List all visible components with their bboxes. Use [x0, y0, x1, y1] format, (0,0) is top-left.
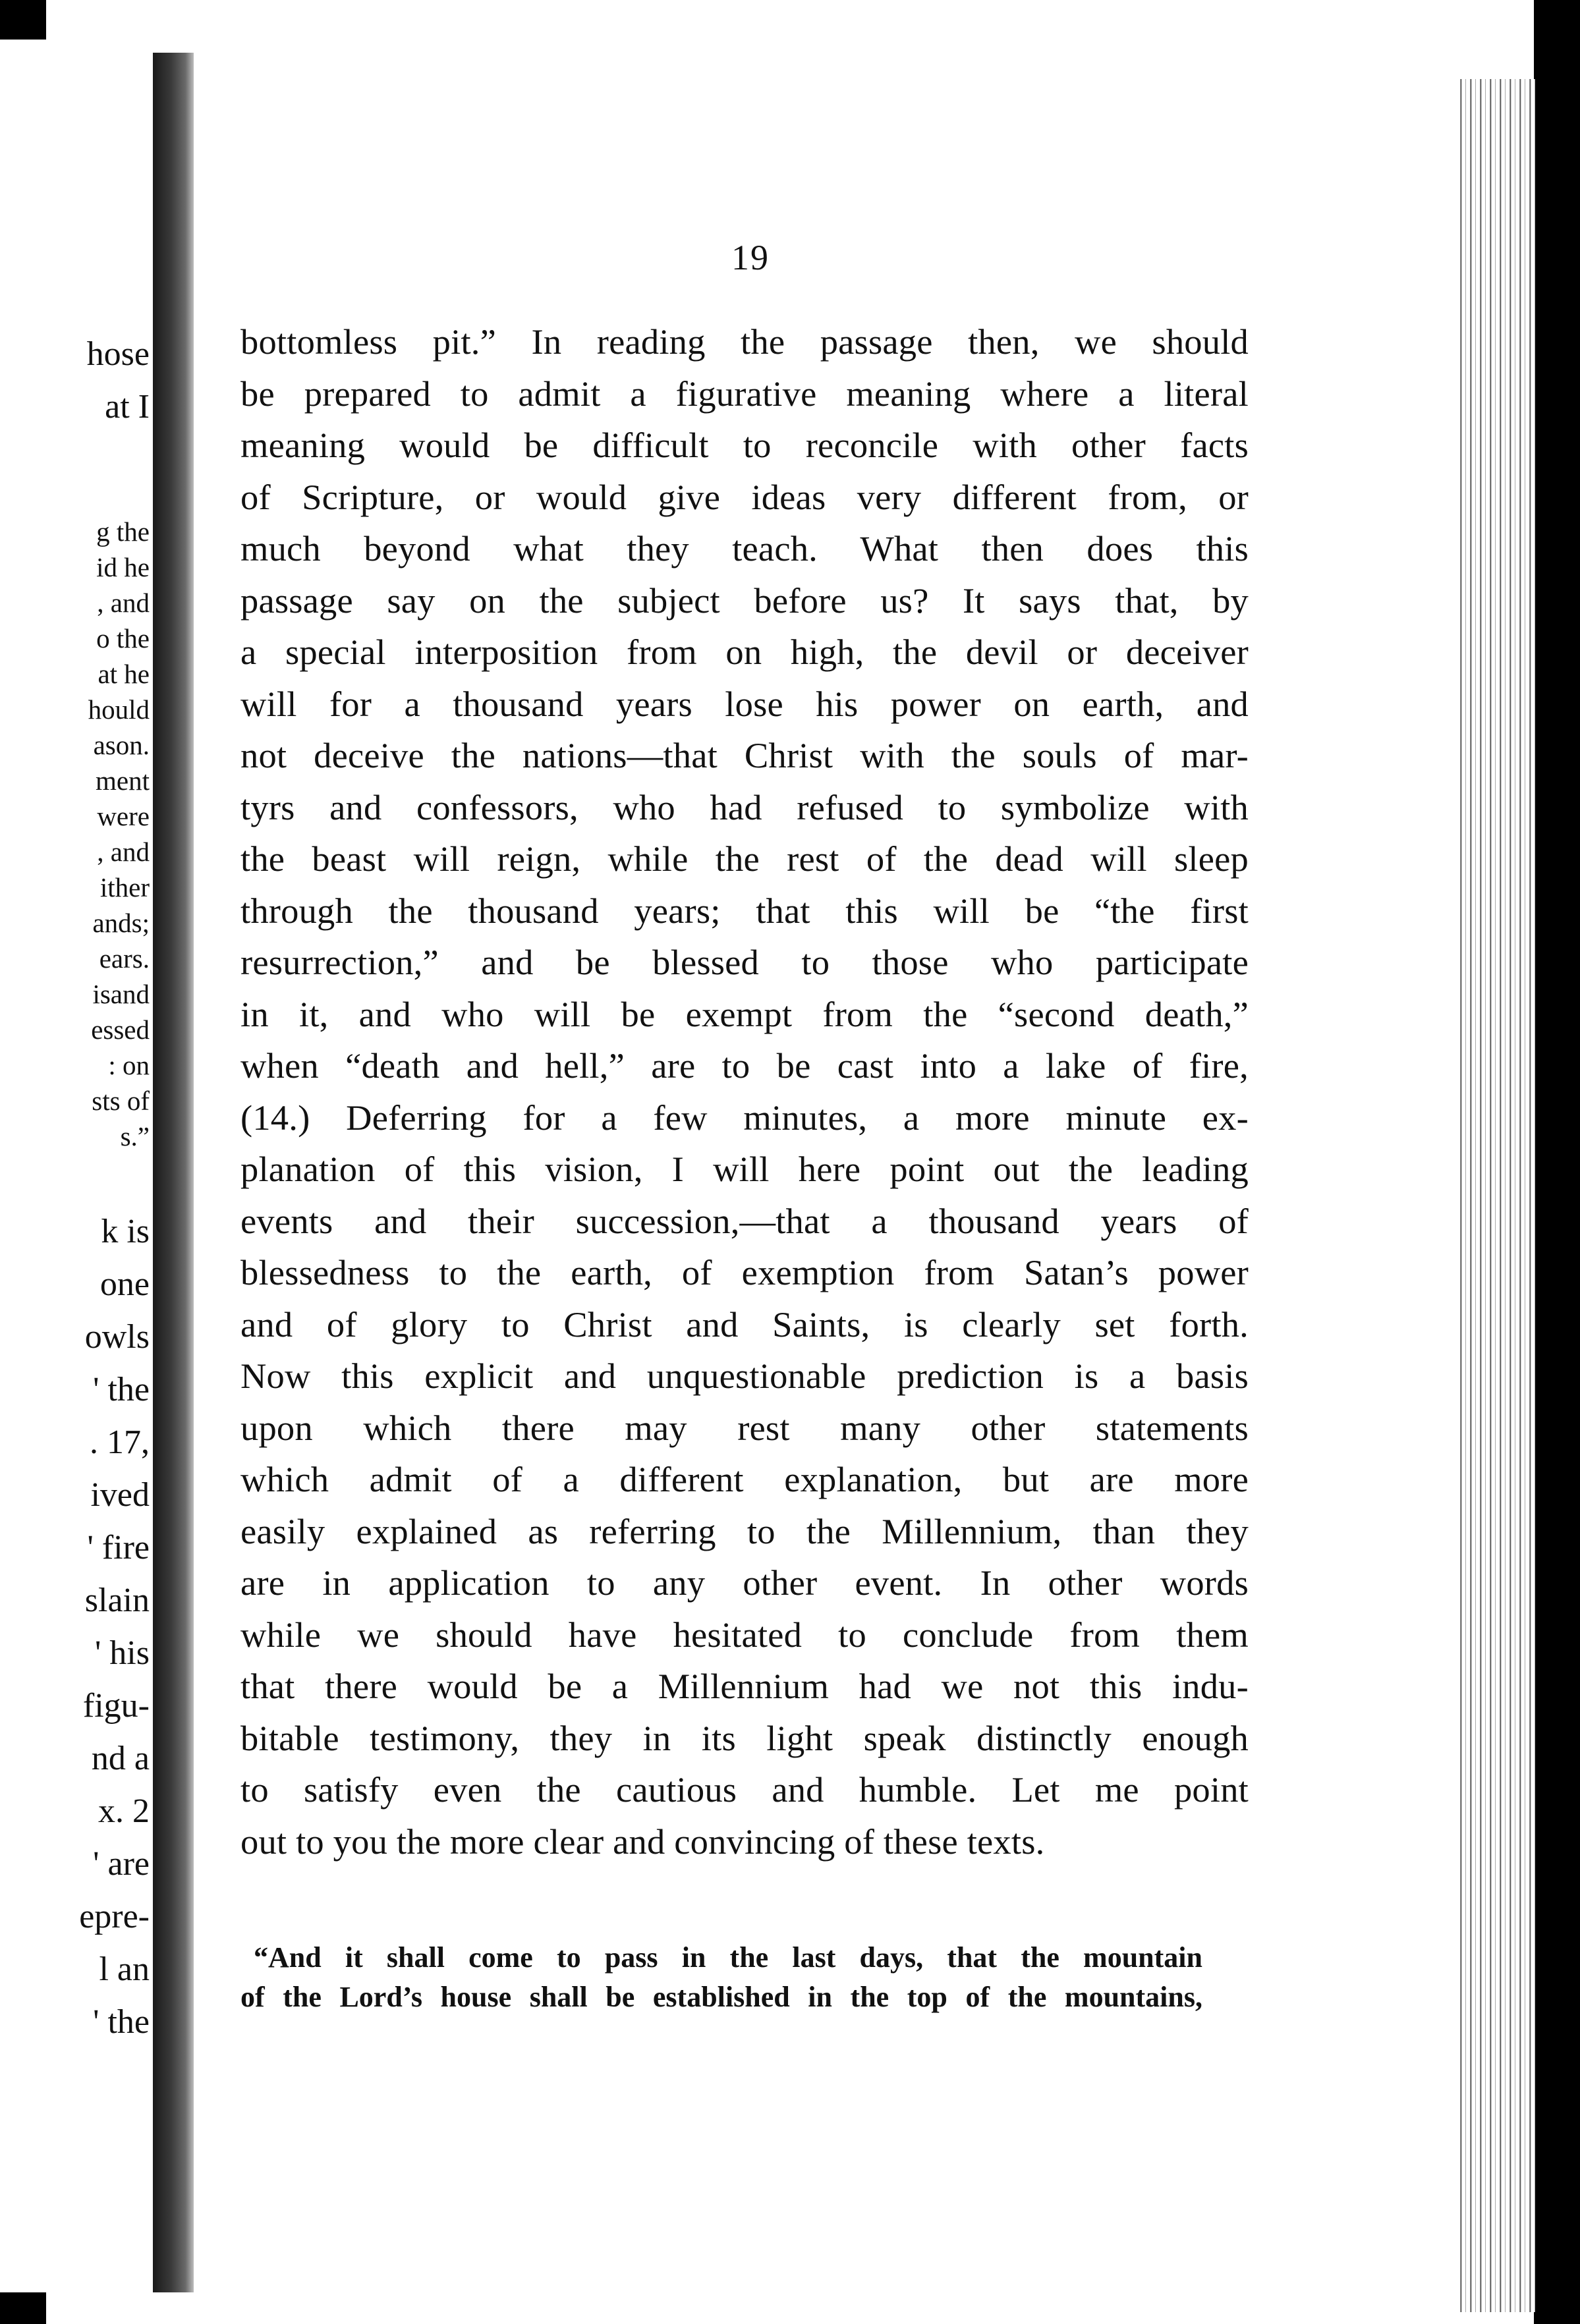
text-line: will for a thousand years lose his power on earth, and	[240, 683, 1249, 724]
text-line: be prepared to admit a figurative meaning where a literal	[240, 373, 1249, 414]
text-line: blessedness to the earth, of exemption from Satan’s power	[240, 1252, 1249, 1292]
left-text-line: ' the	[93, 2003, 150, 2041]
text-line: out to you the more clear and convincing of these texts.	[240, 1821, 1045, 1862]
left-text-line: ' fire	[87, 1529, 150, 1566]
scan-border-right	[1534, 0, 1580, 2324]
left-text-line: nd a	[91, 1740, 150, 1777]
body-text	[240, 316, 1249, 1868]
text-line: that there would be a Millennium had we not this indu-	[240, 1666, 1249, 1706]
left-text-line: k is	[101, 1213, 150, 1250]
text-line: not deceive the nations—that Christ with the souls of mar-	[240, 735, 1249, 775]
text-line: are in application to any other event. In other words	[240, 1563, 1249, 1603]
left-text-line: ' the	[93, 1371, 150, 1408]
text-line: in it, and who will be exempt from the “second death,”	[240, 993, 1249, 1034]
text-line: when “death and hell,” are to be cast into a lake of fire,	[240, 1045, 1249, 1086]
text-line: easily explained as referring to the Millennium, than they	[240, 1510, 1249, 1551]
left-text-line: ' his	[94, 1634, 150, 1672]
text-line: events and their succession,—that a thousand years of	[240, 1200, 1249, 1241]
left-text-line: ason.	[93, 730, 150, 760]
text-line: the beast will reign, while the rest of the dead will sleep	[240, 839, 1249, 879]
text-line: upon which there may rest many other statements	[240, 1407, 1249, 1448]
left-text-line: ' are	[93, 1845, 150, 1883]
text-line: of Scripture, or would give ideas very different from, or	[240, 476, 1249, 517]
left-text-line: id he	[96, 552, 150, 582]
left-text-line: : on	[108, 1050, 150, 1080]
left-text-line: were	[97, 801, 150, 831]
left-text-line: at he	[98, 659, 150, 689]
text-line: much beyond what they teach. What then does this	[240, 528, 1249, 568]
left-text-line: slain	[84, 1582, 150, 1619]
footnote	[240, 1938, 1202, 2017]
left-text-line: . 17,	[90, 1424, 150, 1461]
book-gutter	[153, 53, 194, 2292]
left-text-line: isand	[92, 979, 150, 1009]
left-text-line: ears.	[99, 943, 150, 974]
text-line: while we should have hesitated to conclude from them	[240, 1614, 1249, 1655]
text-line: resurrection,” and be blessed to those who participate	[240, 942, 1249, 982]
text-line: passage say on the subject before us? It says that, by	[240, 580, 1249, 621]
left-text-line: , and	[97, 837, 150, 867]
left-text-line: ived	[90, 1476, 150, 1514]
text-line: to satisfy even the cautious and humble. Let me point	[240, 1769, 1249, 1810]
text-line: (14.) Deferring for a few minutes, a more minute ex-	[240, 1097, 1249, 1138]
text-line: planation of this vision, I will here point out the leading	[240, 1149, 1249, 1189]
left-text-line: ands;	[92, 908, 150, 938]
left-text-line: owls	[84, 1318, 150, 1356]
footnote-line: “And it shall come to pass in the last days, that the mountain	[254, 1941, 1202, 1974]
footnote-line: of the Lord’s house shall be established in the top of the mountains,	[240, 1981, 1202, 2013]
text-line: Now this explicit and unquestionable prediction is a basis	[240, 1356, 1249, 1396]
left-text-line: hould	[88, 694, 150, 725]
text-line: tyrs and confessors, who had refused to symbolize with	[240, 787, 1249, 827]
left-text-line: ither	[99, 872, 150, 902]
left-text-line: figu-	[82, 1687, 150, 1725]
left-text-line: epre-	[79, 1898, 150, 1935]
left-text-line: g the	[96, 516, 150, 547]
left-text-line: , and	[97, 588, 150, 618]
left-text-line: s.”	[120, 1121, 150, 1151]
text-line: through the thousand years; that this will be “the first	[240, 890, 1249, 931]
left-text-line: l an	[99, 1950, 150, 1988]
left-text-line: o the	[96, 623, 150, 653]
text-line: and of glory to Christ and Saints, is clearly set forth.	[240, 1304, 1249, 1344]
text-line: bottomless pit.” In reading the passage then, we should	[240, 321, 1249, 362]
left-text-line: x. 2	[98, 1792, 150, 1830]
page-number: 19	[731, 238, 770, 277]
left-page-fragment	[0, 40, 155, 2292]
left-text-line: one	[99, 1265, 150, 1303]
left-text-line: ment	[96, 765, 150, 796]
page-edges	[1456, 79, 1535, 2312]
text-line: a special interposition from on high, the devil or deceiver	[240, 632, 1249, 672]
left-text-line: at I	[105, 388, 150, 426]
text-line: which admit of a different explanation, but are more	[240, 1459, 1249, 1499]
left-text-line: essed	[91, 1014, 150, 1045]
text-line: bitable testimony, they in its light speak distinctly enough	[240, 1717, 1249, 1758]
left-text-line: sts of	[92, 1086, 150, 1116]
left-text-line: hose	[86, 335, 150, 373]
text-line: meaning would be difficult to reconcile with other facts	[240, 425, 1249, 465]
